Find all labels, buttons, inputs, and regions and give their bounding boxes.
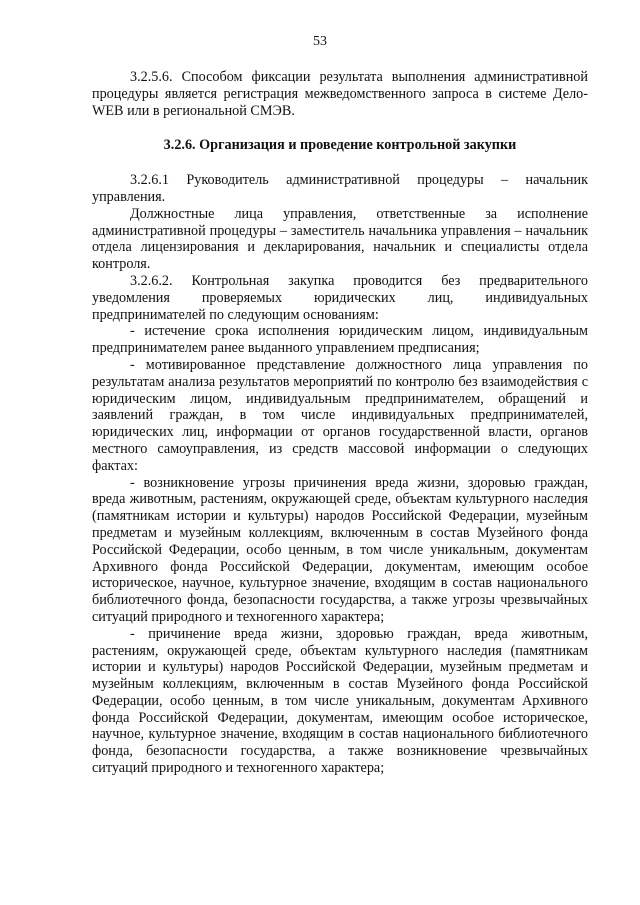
paragraph-3-2-6-2: 3.2.6.2. Контрольная закупка проводится без предварительного уведомления проверяемых юридических лиц, индивидуальных предпринимателей по следующим основаниям:	[92, 272, 588, 323]
section-heading-3-2-6: 3.2.6. Организация и проведение контрольной закупки	[163, 137, 517, 154]
paragraph-3-2-6-1: 3.2.6.1 Руководитель административной процедуры – начальник управления.	[92, 172, 588, 205]
list-item-threat-of-harm: - возникновение угрозы причинения вреда жизни, здоровью граждан, вреда животным, растениям, окружающей среде, объектам культурного наследия (памятникам истории и культуры) народов Российской Федерации, музейным предметам и музейным коллекциям, включенным в состав Музейного фонда Российской Федерации, особо ценным, в том числе уникальным, документам Архивного фонда Российской Федерации, документам, имеющим особое историческое, научное, культурное значение, входящим в состав национального библиотечного фонда, безопасности государства, а также угрозы чрезвычайных ситуаций природного и техногенного характера;	[92, 474, 588, 625]
list-item-expiry: - истечение срока исполнения юридическим лицом, индивидуальным предпринимателем ранее выданного управлением предписания;	[92, 323, 588, 357]
page-number: 53	[313, 34, 327, 49]
paragraph-3-2-5-6: 3.2.5.6. Способом фиксации результата выполнения административной процедуры является регистрация межведомственного запроса в системе Дело-WEB или в региональной СМЭВ.	[92, 69, 588, 119]
document-body	[92, 69, 588, 777]
list-item-harm-caused: - причинение вреда жизни, здоровью граждан, вреда животным, растениям, окружающей среде, объектам культурного наследия (памятникам истории и культуры) народов Российской Федерации, музейным предметам и музейным коллекциям, включенным в состав Музейного фонда Российской Федерации, особо ценным, в том числе уникальным, документам Архивного фонда Российской Федерации, документам, имеющим особое историческое, научное, культурное значение, входящим в состав национального библиотечного фонда, безопасности государства, а также возникновение чрезвычайных ситуаций природного и техногенного характера;	[92, 625, 588, 777]
list-item-motivated-submission: - мотивированное представление должностного лица управления по результатам анализа результатов мероприятий по контролю без взаимодействия с юридическим лицом, индивидуальным предпринимателем, обращений и заявлений граждан, в том числе индивидуальных предпринимателей, юридических лиц, информации от органов государственной власти, органов местного самоуправления, из средств массовой информации о следующих фактах:	[92, 356, 588, 474]
paragraph-responsible-officials: Должностные лица управления, ответственные за исполнение административной процедуры – заместитель начальника управления – начальник отдела лицензирования и декларирования, начальник и специалисты отдела контроля.	[92, 205, 588, 273]
